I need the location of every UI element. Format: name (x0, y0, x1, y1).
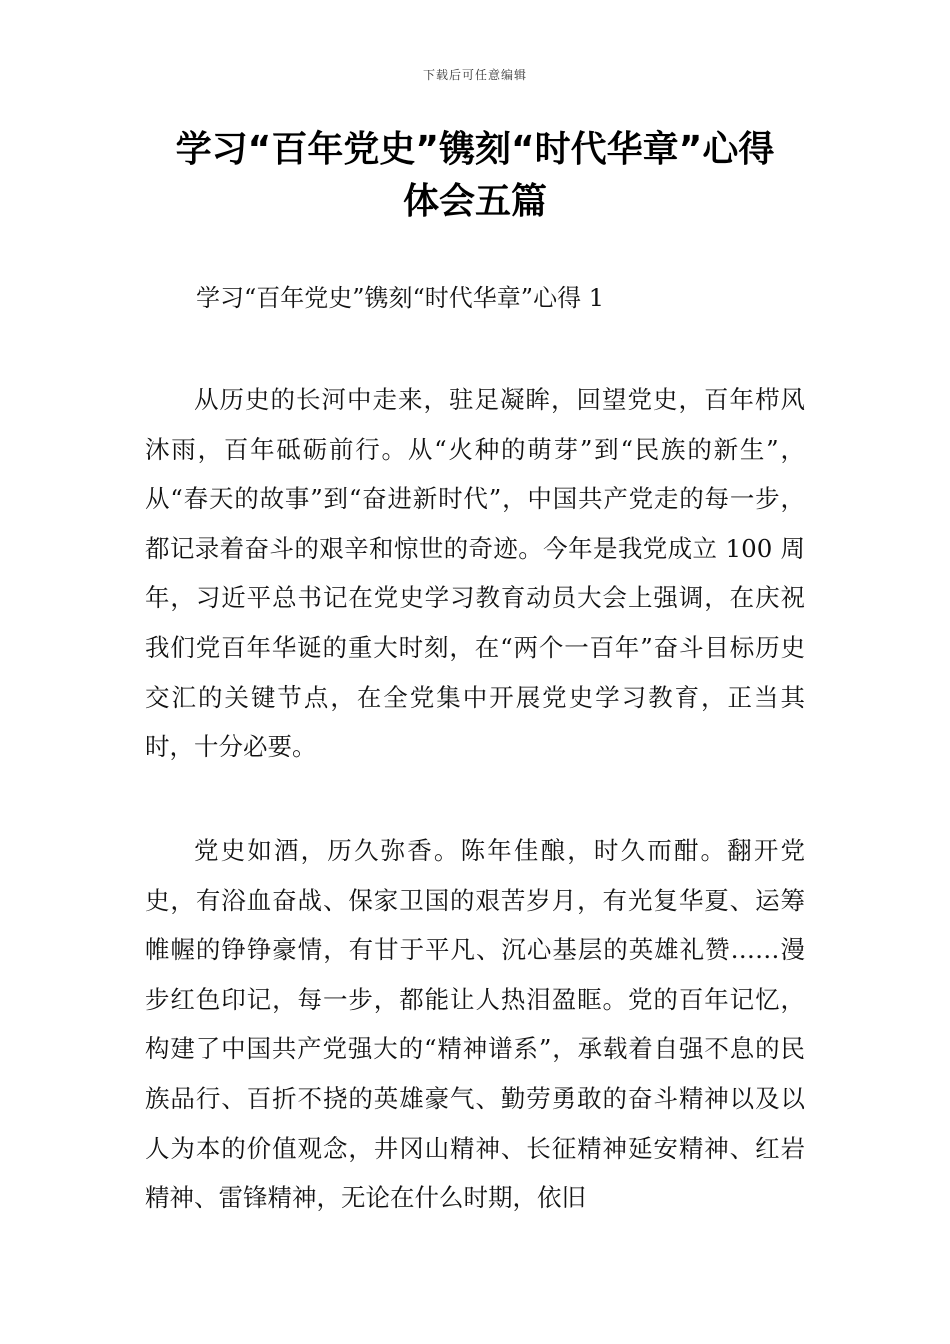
document-title (100, 124, 850, 228)
title-line-2: 体会五篇 (402, 181, 547, 222)
paragraph-2: 党史如酒，历久弥香。陈年佳酿，时久而酣。翻开党史，有浴血奋战、保家卫国的艰苦岁月，有光复华夏、运筹帷幄的铮铮豪情，有甘于平凡、沉心基层的英雄礼赞……漫步红色印记，每一步，都能让人热泪盈眶。党的百年记忆，构建了中国共产党强大的“精神谱系”，承载着自强不息的民族品行、百折不挠的英雄豪气、勤劳勇敢的奋斗精神以及以人为本的价值观念，井冈山精神、长征精神延安精神、红岩精神、雷锋精神，无论在什么时期，依旧 (145, 836, 805, 1213)
header-note: 下载后可任意编辑 (422, 68, 527, 82)
paragraph-1: 从历史的长河中走来，驻足凝眸，回望党史，百年栉风沐雨，百年砥砺前行。从“火种的萌芽”到“民族的新生”，从“春天的故事”到“奋进新时代”，中国共产党走的每一步，都记录着奋斗的艰辛和惊世的奇迹。今年是我党成立 100 周年，习近平总书记在党史学习教育动员大会上强调，在庆祝我们党百年华诞的重大时刻，在“两个一百年”奋斗目标历史交汇的关键节点，在全党集中开展党史学习教育，正当其时，十分必要。 (145, 385, 805, 762)
section-heading: 学习“百年党史”镌刻“时代华章”心得 1 (196, 284, 604, 312)
title-line-1: 学习“百年党史”镌刻“时代华章”心得 (175, 129, 775, 170)
